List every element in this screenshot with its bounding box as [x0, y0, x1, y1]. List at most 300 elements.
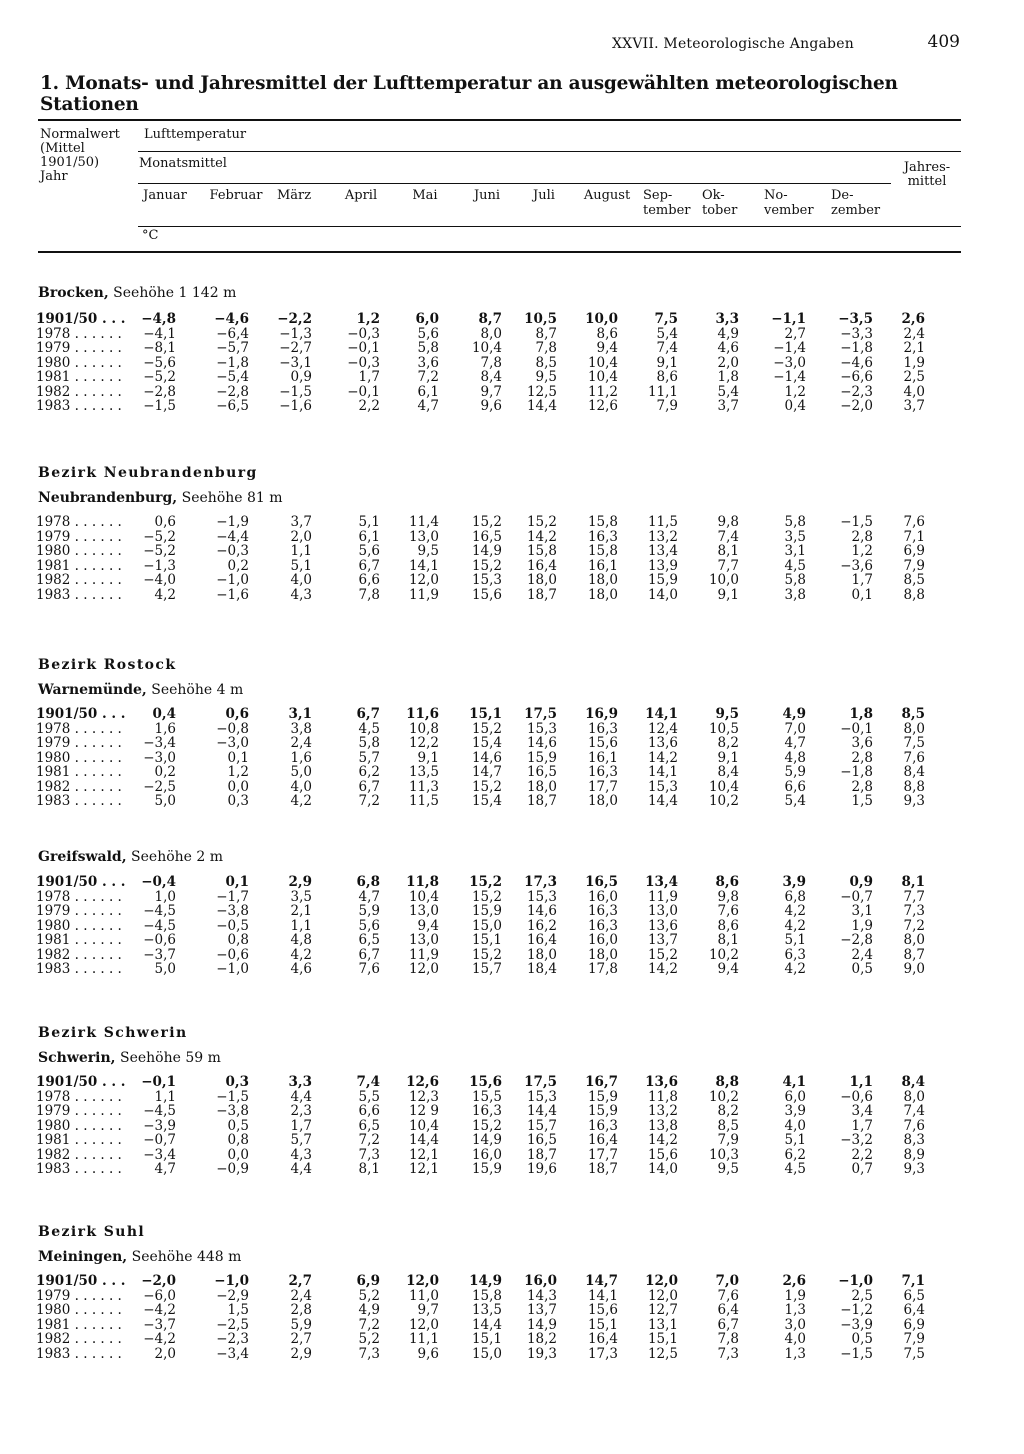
table-cell: 7,9 — [903, 1331, 925, 1347]
table-cell: 1,1 — [290, 543, 312, 559]
table-cell: 7,7 — [717, 557, 739, 574]
table-cell: 4,2 — [784, 903, 806, 919]
table-cell: −0,5 — [216, 917, 249, 934]
row-year: 1978 . . . . . . — [36, 325, 122, 342]
table-cell: 13,6 — [647, 735, 678, 751]
table-cell: −6,4 — [216, 325, 249, 342]
row-year: 1978 . . . . . . — [36, 720, 122, 737]
station-name: Neubrandenburg, — [38, 490, 178, 506]
table-row — [30, 544, 960, 559]
table-cell: 2,9 — [288, 874, 312, 890]
table-row — [30, 312, 960, 327]
table-cell: 3,4 — [851, 1103, 873, 1119]
table-cell: 15,6 — [471, 586, 502, 603]
table-cell: −4,5 — [143, 917, 176, 934]
row-year: 1979 . . . . . . — [36, 903, 122, 919]
row-year: 1978 . . . . . . — [36, 1088, 122, 1105]
table-cell: 3,3 — [715, 311, 739, 327]
table-cell: 0,1 — [851, 586, 873, 603]
table-cell: 4,9 — [717, 325, 739, 342]
month-header: Juli — [533, 188, 555, 203]
table-cell: 4,0 — [290, 572, 312, 588]
table-cell: 5,6 — [417, 325, 439, 342]
table-cell: 5,5 — [358, 1088, 380, 1105]
table-cell: 18,2 — [526, 1331, 557, 1347]
table-cell: −1,0 — [216, 961, 249, 977]
month-header: Februar — [209, 188, 263, 203]
table-cell: 6,7 — [358, 557, 380, 574]
table-cell: 0,0 — [227, 1146, 249, 1163]
table-cell: −1,4 — [773, 340, 806, 356]
table-cell: 3,6 — [417, 354, 439, 371]
table-cell: 15,6 — [587, 1302, 618, 1318]
table-cell: 0,1 — [225, 874, 249, 890]
row-year: 1983 . . . . . . — [36, 586, 122, 603]
table-cell: 16,3 — [587, 903, 618, 919]
table-cell: 0,5 — [851, 961, 873, 977]
station-elevation: Seehöhe 2 m — [126, 849, 224, 865]
table-cell: 7,6 — [903, 514, 925, 530]
table-cell: −2,8 — [143, 383, 176, 400]
table-cell: 14,9 — [526, 1316, 557, 1333]
row-year: 1982 . . . . . . — [36, 946, 122, 963]
table-cell: 7,9 — [656, 398, 678, 414]
station-name: Schwerin, — [38, 1050, 116, 1066]
table-cell: 13,1 — [647, 1316, 678, 1333]
table-cell: 8,1 — [717, 543, 739, 559]
table-cell: 2,7 — [288, 1273, 312, 1289]
table-cell: 3,5 — [784, 528, 806, 545]
table-cell: −2,8 — [840, 932, 873, 948]
station-elevation: Seehöhe 1 142 m — [108, 285, 237, 301]
table-cell: 16,3 — [587, 720, 618, 737]
row-year: 1980 . . . . . . — [36, 543, 122, 559]
table-cell: 11,1 — [647, 383, 678, 400]
table-cell: 1,5 — [851, 793, 873, 809]
table-cell: 3,3 — [288, 1074, 312, 1090]
table-cell: −5,2 — [143, 543, 176, 559]
table-cell: 12,0 — [647, 1287, 678, 1304]
table-cell: 9,4 — [596, 340, 618, 356]
table-cell: 6,1 — [417, 383, 439, 400]
table-cell: −4,1 — [143, 325, 176, 342]
table-cell: 10,2 — [708, 793, 739, 809]
table-cell: 16,5 — [471, 528, 502, 545]
table-cell: 10,4 — [708, 778, 739, 795]
table-cell: 19,6 — [526, 1161, 557, 1177]
row-year: 1980 . . . . . . — [36, 917, 122, 934]
table-cell: 7,8 — [717, 1331, 739, 1347]
table-cell: 7,2 — [903, 917, 925, 934]
table-cell: −0,3 — [347, 325, 380, 342]
row-year: 1978 . . . . . . — [36, 888, 122, 905]
table-cell: 6,2 — [784, 1146, 806, 1163]
table-cell: 13,0 — [647, 903, 678, 919]
table-cell: 13,8 — [647, 1117, 678, 1134]
table-cell: 5,4 — [784, 793, 806, 809]
table-row — [30, 1104, 960, 1119]
table-cell: 0,3 — [225, 1074, 249, 1090]
table-cell: −2,2 — [277, 311, 312, 327]
table-cell: −1,5 — [279, 383, 312, 400]
table-cell: 8,4 — [717, 764, 739, 780]
row-year: 1981 . . . . . . — [36, 764, 122, 780]
table-cell: 15,2 — [471, 888, 502, 905]
table-cell: 2,8 — [290, 1302, 312, 1318]
table-cell: 16,1 — [587, 557, 618, 574]
table-cell: 13,5 — [471, 1302, 502, 1318]
table-cell: 15,2 — [471, 514, 502, 530]
table-cell: 7,5 — [903, 1345, 925, 1362]
table-cell: 5,9 — [784, 764, 806, 780]
table-cell: 2,2 — [851, 1146, 873, 1163]
station-heading — [38, 285, 236, 301]
region-heading: Bezirk Suhl — [38, 1224, 146, 1240]
table-row — [30, 515, 960, 530]
row-year: 1982 . . . . . . — [36, 778, 122, 795]
table-cell: 15,2 — [471, 720, 502, 737]
month-header: Juni — [473, 188, 501, 203]
table-cell: −2,7 — [279, 340, 312, 356]
table-cell: 7,4 — [903, 1103, 925, 1119]
row-year: 1901/50 . . . — [36, 1074, 126, 1090]
table-cell: 13,2 — [647, 528, 678, 545]
table-cell: 16,4 — [587, 1132, 618, 1148]
table-row — [30, 341, 960, 356]
table-cell: 2,0 — [154, 1345, 176, 1362]
table-cell: −0,4 — [141, 874, 176, 890]
table-cell: 1,2 — [356, 311, 380, 327]
table-cell: −1,8 — [840, 764, 873, 780]
table-cell: 18,0 — [526, 572, 557, 588]
table-cell: 5,7 — [290, 1132, 312, 1148]
table-cell: 2,5 — [903, 369, 925, 385]
table-cell: 18,0 — [526, 778, 557, 795]
table-cell: 2,0 — [717, 354, 739, 371]
table-cell: 3,1 — [288, 706, 312, 722]
station-name: Warnemünde, — [38, 682, 147, 698]
table-cell: 4,2 — [784, 961, 806, 977]
table-cell: 9,1 — [417, 749, 439, 766]
table-cell: 5,1 — [784, 1132, 806, 1148]
table-cell: −0,8 — [216, 720, 249, 737]
table-cell: 18,0 — [526, 946, 557, 963]
row-year: 1982 . . . . . . — [36, 383, 122, 400]
table-cell: −3,7 — [143, 1316, 176, 1333]
table-cell: 7,4 — [717, 528, 739, 545]
table-cell: 8,0 — [903, 1088, 925, 1105]
table-cell: 0,4 — [152, 706, 176, 722]
table-cell: 14,1 — [408, 557, 439, 574]
table-cell: 2,9 — [290, 1345, 312, 1362]
table-cell: 0,4 — [784, 398, 806, 414]
table-cell: 15,1 — [469, 706, 502, 722]
table-cell: 3,7 — [717, 398, 739, 414]
table-cell: 12,3 — [408, 1088, 439, 1105]
page-number: 409 — [927, 32, 960, 52]
table-cell: −2,0 — [141, 1273, 176, 1289]
table-cell: 12 9 — [408, 1103, 439, 1119]
month-header: Januar — [143, 188, 187, 203]
table-cell: 6,7 — [358, 778, 380, 795]
table-cell: 5,4 — [656, 325, 678, 342]
table-cell: 1,1 — [154, 1088, 176, 1105]
table-cell: 7,2 — [358, 793, 380, 809]
table-cell: 10,4 — [587, 354, 618, 371]
table-cell: −1,6 — [279, 398, 312, 414]
table-row — [30, 1289, 960, 1304]
table-cell: 19,3 — [526, 1345, 557, 1362]
month-header: April — [344, 188, 378, 203]
table-cell: 0,5 — [227, 1117, 249, 1134]
table-cell: 1,6 — [290, 749, 312, 766]
table-cell: 13,5 — [408, 764, 439, 780]
table-cell: 3,5 — [290, 888, 312, 905]
table-cell: 1,9 — [903, 354, 925, 371]
table-cell: 16,1 — [587, 749, 618, 766]
table-cell: 13,7 — [647, 932, 678, 948]
table-row — [30, 559, 960, 574]
table-cell: 3,9 — [784, 1103, 806, 1119]
table-row — [30, 1303, 960, 1318]
table-cell: 12,1 — [408, 1146, 439, 1163]
row-year: 1901/50 . . . — [36, 1273, 126, 1289]
table-cell: 15,2 — [469, 874, 502, 890]
table-cell: 13,0 — [408, 903, 439, 919]
table-cell: 8,6 — [715, 874, 739, 890]
table-cell: 5,8 — [417, 340, 439, 356]
row-year: 1980 . . . . . . — [36, 354, 122, 371]
table-cell: 15,7 — [526, 1117, 557, 1134]
table-row — [30, 780, 960, 795]
table-cell: 7,2 — [358, 1316, 380, 1333]
table-cell: 17,3 — [524, 874, 557, 890]
table-cell: −3,4 — [216, 1345, 249, 1362]
table-cell: 4,2 — [154, 586, 176, 603]
table-cell: −0,3 — [347, 354, 380, 371]
table-cell: 15,7 — [471, 961, 502, 977]
table-cell: 16,0 — [587, 932, 618, 948]
table-cell: 1,5 — [227, 1302, 249, 1318]
table-cell: −0,9 — [216, 1161, 249, 1177]
table-cell: 16,3 — [587, 917, 618, 934]
table-cell: −3,0 — [216, 735, 249, 751]
table-cell: 13,6 — [647, 917, 678, 934]
month-header: Mai — [412, 188, 438, 203]
table-row — [30, 356, 960, 371]
table-cell: 5,9 — [358, 903, 380, 919]
table-cell: 6,5 — [358, 932, 380, 948]
table-cell: 8,5 — [717, 1117, 739, 1134]
table-cell: 4,5 — [784, 1161, 806, 1177]
table-cell: 18,0 — [587, 946, 618, 963]
table-cell: −1,9 — [216, 514, 249, 530]
table-cell: 13,9 — [647, 557, 678, 574]
table-cell: 15,8 — [587, 543, 618, 559]
table-cell: −4,6 — [840, 354, 873, 371]
table-cell: 16,5 — [585, 874, 618, 890]
table-cell: 15,0 — [471, 917, 502, 934]
table-cell: 8,7 — [535, 325, 557, 342]
table-cell: 4,7 — [358, 888, 380, 905]
table-cell: 8,1 — [901, 874, 925, 890]
table-cell: 8,4 — [901, 1074, 925, 1090]
table-cell: 1,2 — [784, 383, 806, 400]
table-cell: 6,0 — [415, 311, 439, 327]
station-heading — [38, 682, 243, 698]
table-cell: 15,1 — [471, 932, 502, 948]
table-cell: 15,2 — [471, 946, 502, 963]
table-cell: 6,6 — [358, 1103, 380, 1119]
table-cell: 11,9 — [408, 586, 439, 603]
table-cell: 17,5 — [524, 706, 557, 722]
table-cell: 5,0 — [290, 764, 312, 780]
table-row — [30, 1318, 960, 1333]
table-cell: 4,4 — [290, 1161, 312, 1177]
table-row — [30, 794, 960, 809]
table-cell: 3,1 — [784, 543, 806, 559]
table-cell: −0,6 — [143, 932, 176, 948]
table-cell: 16,2 — [526, 917, 557, 934]
table-cell: 14,4 — [471, 1316, 502, 1333]
table-cell: −5,7 — [216, 340, 249, 356]
table-cell: 15,9 — [471, 903, 502, 919]
table-cell: 15,2 — [471, 557, 502, 574]
table-cell: 1,7 — [851, 572, 873, 588]
table-cell: −2,0 — [840, 398, 873, 414]
table-cell: 13,7 — [526, 1302, 557, 1318]
table-cell: 11,6 — [406, 706, 439, 722]
station-elevation: Seehöhe 4 m — [146, 682, 244, 698]
table-cell: 15,8 — [587, 514, 618, 530]
table-cell: −3,7 — [143, 946, 176, 963]
table-cell: 9,4 — [417, 917, 439, 934]
table-cell: 8,1 — [717, 932, 739, 948]
table-cell: 8,2 — [717, 1103, 739, 1119]
station-elevation: Seehöhe 81 m — [177, 490, 283, 506]
table-row — [30, 962, 960, 977]
table-cell: 9,5 — [535, 369, 557, 385]
station-elevation: Seehöhe 448 m — [127, 1249, 242, 1265]
table-cell: 16,3 — [587, 528, 618, 545]
table-cell: 6,9 — [903, 543, 925, 559]
table-cell: 0,2 — [227, 557, 249, 574]
region-heading: Bezirk Neubrandenburg — [38, 465, 258, 481]
month-header: No- vember — [764, 188, 814, 218]
table-cell: 2,4 — [290, 1287, 312, 1304]
table-cell: 16,4 — [526, 557, 557, 574]
table-cell: 4,0 — [784, 1117, 806, 1134]
table-cell: 7,3 — [358, 1345, 380, 1362]
table-cell: −1,0 — [214, 1273, 249, 1289]
table-cell: 10,4 — [587, 369, 618, 385]
table-cell: 11,5 — [647, 514, 678, 530]
table-cell: 14,3 — [526, 1287, 557, 1304]
table-cell: 14,0 — [647, 586, 678, 603]
table-cell: 5,0 — [154, 793, 176, 809]
table-cell: 7,1 — [901, 1273, 925, 1289]
table-cell: 1,1 — [290, 917, 312, 934]
table-cell: 2,5 — [851, 1287, 873, 1304]
table-cell: 11,2 — [587, 383, 618, 400]
table-cell: 4,8 — [290, 932, 312, 948]
table-cell: −5,6 — [143, 354, 176, 371]
table-cell: 12,6 — [587, 398, 618, 414]
table-cell: 15,3 — [526, 888, 557, 905]
table-cell: 3,1 — [851, 903, 873, 919]
table-cell: 7,6 — [717, 1287, 739, 1304]
table-cell: 13,2 — [647, 1103, 678, 1119]
table-cell: 6,4 — [717, 1302, 739, 1318]
table-cell: −2,8 — [216, 383, 249, 400]
table-row — [30, 933, 960, 948]
table-cell: 10,4 — [408, 888, 439, 905]
table-cell: 6,9 — [903, 1316, 925, 1333]
table-cell: 6,8 — [356, 874, 380, 890]
table-cell: 0,9 — [849, 874, 873, 890]
table-cell: 6,7 — [358, 946, 380, 963]
table-cell: 0,9 — [290, 369, 312, 385]
row-year: 1981 . . . . . . — [36, 1316, 122, 1333]
table-row — [30, 875, 960, 890]
table-cell: −5,2 — [143, 369, 176, 385]
table-cell: 5,8 — [358, 735, 380, 751]
table-cell: 7,9 — [903, 557, 925, 574]
table-cell: 7,2 — [358, 1132, 380, 1148]
row-year: 1979 . . . . . . — [36, 528, 122, 545]
table-cell: 18,7 — [526, 1146, 557, 1163]
month-header: Ok- tober — [702, 188, 738, 218]
table-cell: 15,2 — [647, 946, 678, 963]
table-cell: 15,4 — [471, 735, 502, 751]
table-cell: 15,8 — [471, 1287, 502, 1304]
table-row — [30, 1347, 960, 1362]
table-row — [30, 1119, 960, 1134]
month-header: August — [583, 188, 631, 203]
table-cell: −4,5 — [143, 1103, 176, 1119]
table-cell: 8,5 — [535, 354, 557, 371]
table-cell: 12,0 — [645, 1273, 678, 1289]
stub-header: Normalwert (Mittel 1901/50) Jahr — [40, 127, 120, 184]
table-cell: 8,3 — [903, 1132, 925, 1148]
table-cell: 15,9 — [647, 572, 678, 588]
table-cell: −4,2 — [143, 1331, 176, 1347]
table-row — [30, 736, 960, 751]
table-cell: 16,3 — [471, 1103, 502, 1119]
table-cell: 15,9 — [587, 1103, 618, 1119]
table-row — [30, 370, 960, 385]
table-row — [30, 399, 960, 414]
table-cell: −1,0 — [838, 1273, 873, 1289]
table-cell: 4,8 — [784, 749, 806, 766]
table-row — [30, 765, 960, 780]
table-cell: 10,5 — [524, 311, 557, 327]
table-cell: 12,0 — [408, 572, 439, 588]
table-cell: 11,0 — [408, 1287, 439, 1304]
table-cell: 1,6 — [154, 720, 176, 737]
table-cell: 1,1 — [849, 1074, 873, 1090]
month-header: März — [276, 188, 312, 203]
table-row — [30, 1332, 960, 1347]
table-cell: −3,2 — [840, 1132, 873, 1148]
table-cell: 12,7 — [647, 1302, 678, 1318]
table-cell: 15,8 — [526, 543, 557, 559]
table-cell: 14,9 — [469, 1273, 502, 1289]
table-cell: 7,8 — [535, 340, 557, 356]
table-cell: 5,7 — [358, 749, 380, 766]
table-cell: 16,5 — [526, 1132, 557, 1148]
table-cell: 4,6 — [717, 340, 739, 356]
